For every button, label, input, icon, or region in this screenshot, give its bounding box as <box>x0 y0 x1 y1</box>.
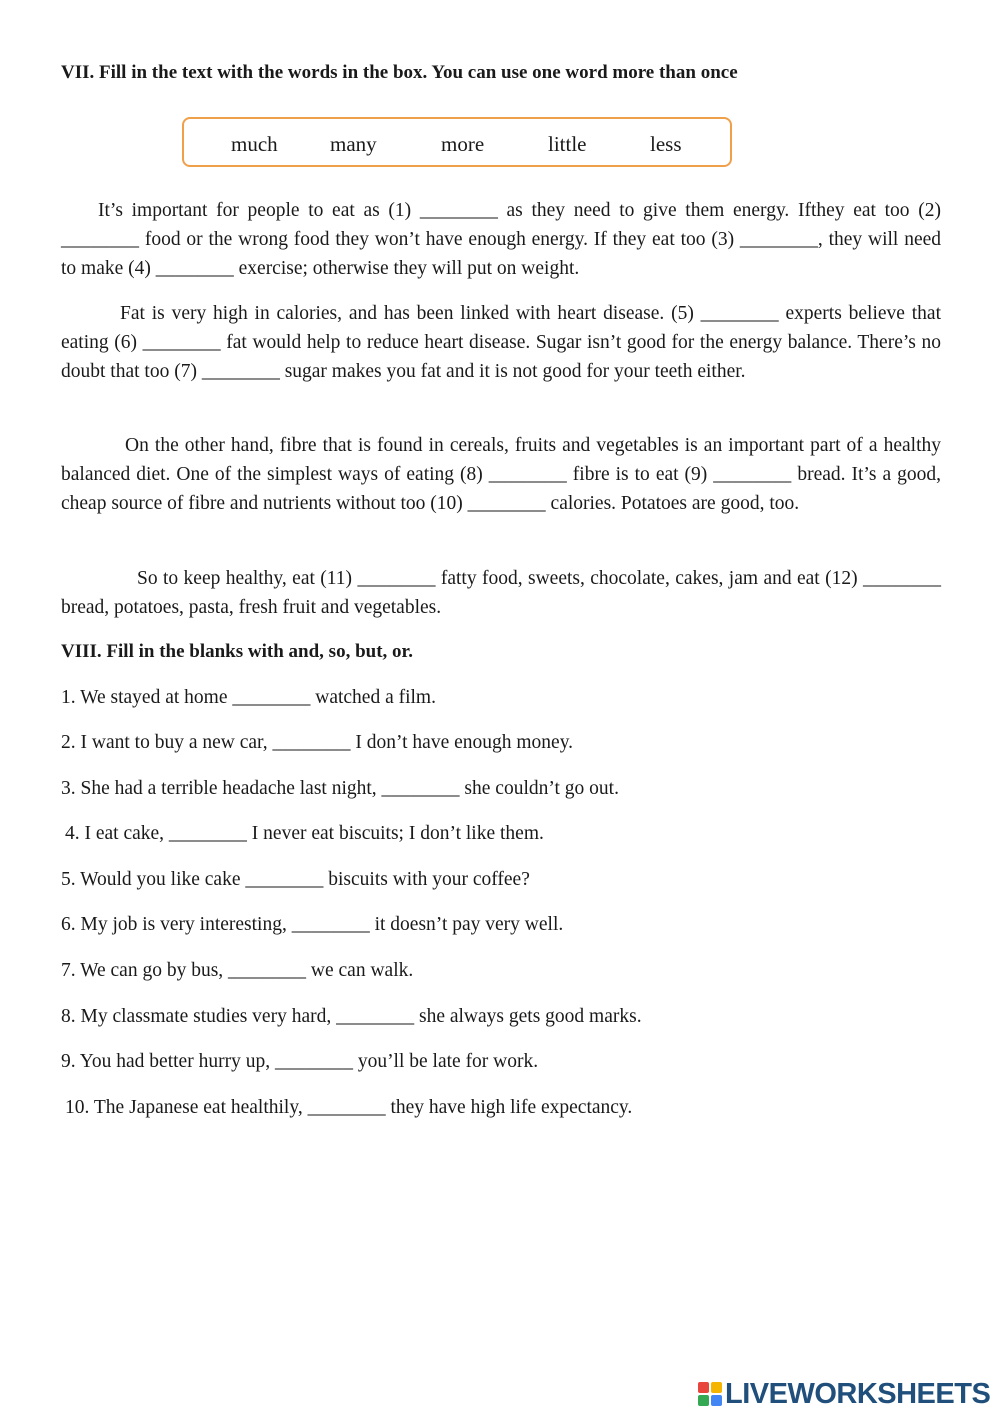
question-item: 9. You had better hurry up, ________ you’ll be late for work. <box>61 1051 539 1072</box>
passage-paragraph: So to keep healthy, eat (11) ________ fatty food, sweets, chocolate, cakes, jam and eat (12) ________ bread, potatoes, pasta, fresh fruit and vegetables. <box>61 568 941 618</box>
question-item: 4. I eat cake, ________ I never eat biscuits; I don’t like them. <box>65 823 544 844</box>
section-8-heading: VIII. Fill in the blanks with and, so, but, or. <box>61 641 413 662</box>
logo-tile <box>711 1395 722 1406</box>
question-item: 8. My classmate studies very hard, ________ she always gets good marks. <box>61 1006 642 1027</box>
logo-text: LIVEWORKSHEETS <box>725 1377 991 1410</box>
word-box-item: less <box>650 132 682 156</box>
passage-paragraph: It’s important for people to eat as (1) ________ as they need to give them energy. Ifthey eat too (2) ________ food or the wrong food they won’t have enough energy. If they eat too (3) ________, they will need to make (4) ________ exercise; otherwise they will put on weight. <box>61 200 941 279</box>
question-item: 6. My job is very interesting, ________ it doesn’t pay very well. <box>61 914 564 935</box>
word-box-item: much <box>231 132 278 156</box>
question-item: 3. She had a terrible headache last night, ________ she couldn’t go out. <box>61 778 619 799</box>
section-7-heading: VII. Fill in the text with the words in the box. You can use one word more than once <box>61 62 738 83</box>
logo-tile <box>698 1395 709 1406</box>
word-box-item: little <box>548 132 587 156</box>
question-item: 2. I want to buy a new car, ________ I don’t have enough money. <box>61 732 574 753</box>
passage-paragraph: Fat is very high in calories, and has been linked with heart disease. (5) ________ experts believe that eating (6) ________ fat would help to reduce heart disease. Sugar isn’t good for the energy balance. There’s no doubt that too (7) ________ sugar makes you fat and it is not good for your teeth either. <box>61 303 941 382</box>
question-item: 7. We can go by bus, ________ we can walk. <box>61 960 414 981</box>
passage-paragraph: On the other hand, fibre that is found in cereals, fruits and vegetables is an important part of a healthy balanced diet. One of the simplest ways of eating (8) ________ fibre is to eat (9) ________ bread. It’s a good, cheap source of fibre and nutrients without too (10) ________ calories. Potatoes are good, too. <box>61 435 941 514</box>
logo-tile <box>711 1382 722 1393</box>
word-box-item: many <box>330 132 377 156</box>
word-box-item: more <box>441 132 485 156</box>
question-item: 10. The Japanese eat healthily, ________ they have high life expectancy. <box>65 1097 633 1118</box>
liveworksheets-logo-icon <box>698 1382 722 1406</box>
question-item: 5. Would you like cake ________ biscuits with your coffee? <box>61 869 530 890</box>
logo-tile <box>698 1382 709 1393</box>
word-box <box>182 117 732 167</box>
question-item: 1. We stayed at home ________ watched a film. <box>61 687 436 708</box>
liveworksheets-logo <box>698 1377 990 1411</box>
